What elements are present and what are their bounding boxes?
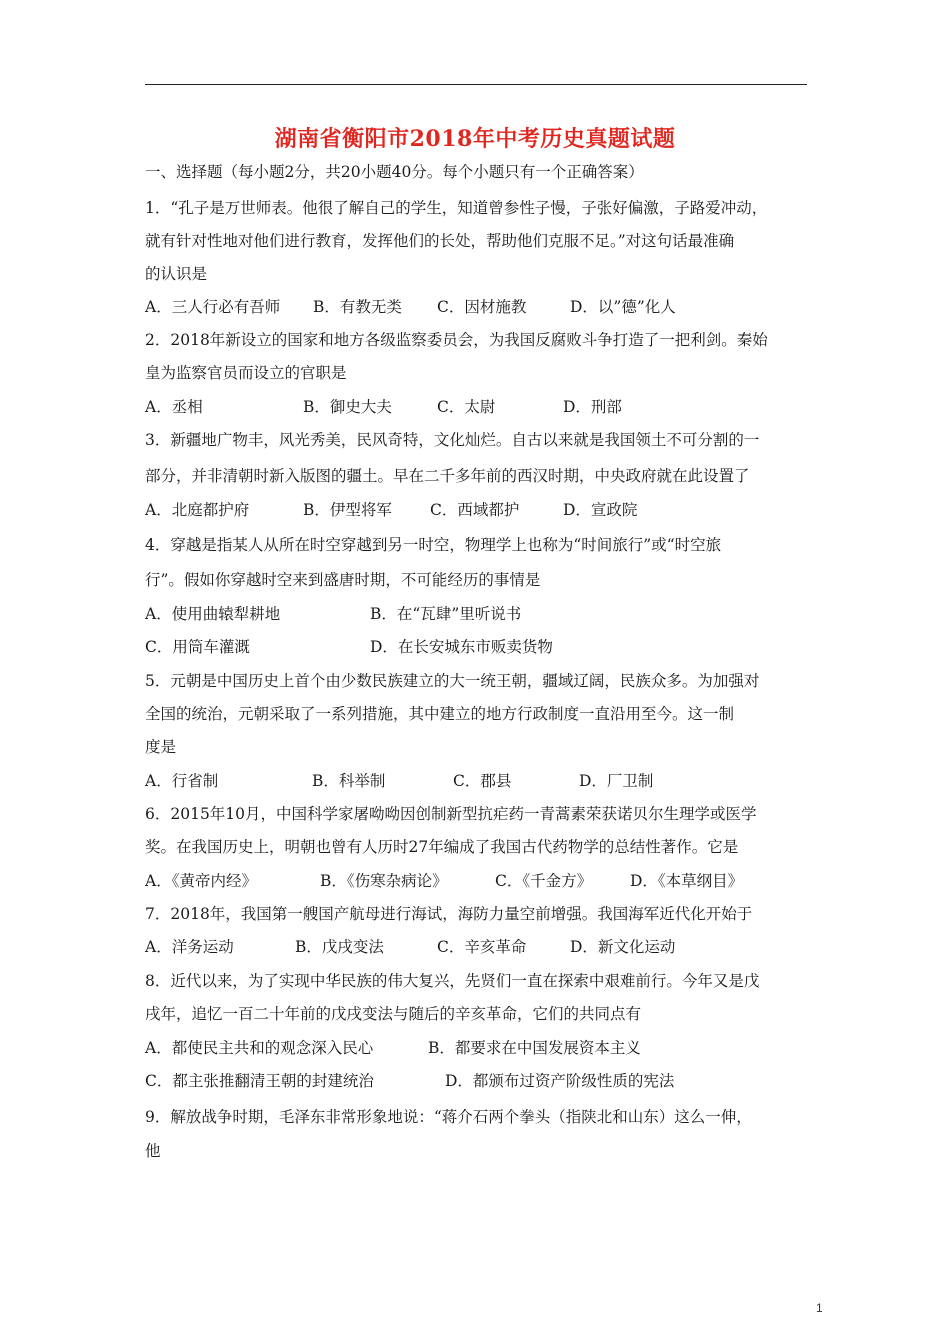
question-2-line-1: 2．2018年新设立的国家和地方各级监察委员会，为我国反腐败斗争打造了一把利剑。秦始 [145, 331, 768, 349]
page-title: 湖南省衡阳市2018年中考历史真题试题 [274, 126, 676, 152]
question-4-option-c: C．用筒车灌溉 [145, 638, 250, 656]
question-2-option-a: A．丞相 [145, 398, 203, 416]
question-5-option-a: A．行省制 [145, 772, 219, 790]
question-6-option-c: C．《千金方》 [495, 872, 593, 890]
page-number: 1 [816, 1301, 823, 1315]
question-7-option-b: B．戊戌变法 [295, 938, 384, 956]
question-1-option-a: A．三人行必有吾师 [145, 298, 281, 316]
question-2-option-b: B．御史大夫 [303, 398, 392, 416]
question-7-line-1: 7．2018年，我国第一艘国产航母进行海试，海防力量空前增强。我国海军近代化开始于 [145, 905, 753, 923]
question-6-option-a: A．《黄帝内经》 [145, 872, 257, 890]
question-1-line-1: 1．“孔子是万世师表。他很了解自己的学生，知道曾参性子慢，子张好偏激，子路爱冲动， [145, 199, 768, 217]
question-3-option-d: D．宣政院 [563, 501, 638, 519]
question-6-line-1: 6．2015年10月，中国科学家屠呦呦因创制新型抗疟药一青蒿素荣获诺贝尔生理学或医学 [145, 805, 757, 823]
question-8-option-c: C．都主张推翻清王朝的封建统治 [145, 1072, 374, 1090]
question-6-option-d: D．《本草纲目》 [630, 872, 744, 890]
question-3-option-b: B．伊型将军 [303, 501, 392, 519]
question-7-option-c: C．辛亥革命 [437, 938, 527, 956]
question-2-line-2: 皇为监察官员而设立的官职是 [145, 364, 347, 382]
question-5-option-c: C．郡县 [453, 772, 512, 790]
question-5-line-2: 全国的统治，元朝采取了一系列措施，其中建立的地方行政制度一直沿用至今。这一制 [145, 705, 735, 723]
question-4-option-b: B．在“瓦肆”里听说书 [370, 605, 522, 623]
question-6-option-b: B．《伤寒杂病论》 [320, 872, 448, 890]
section-heading: 一、选择题（每小题2分，共20小题40分。每个小题只有一个正确答案） [145, 163, 644, 181]
question-4-option-a: A．使用曲辕犁耕地 [145, 605, 281, 623]
question-2-option-c: C．太尉 [437, 398, 496, 416]
question-7-option-a: A．洋务运动 [145, 938, 234, 956]
question-6-line-2: 奖。在我国历史上，明朝也曾有人历时27年编成了我国古代药物学的总结性著作。它是 [145, 838, 739, 856]
question-5-line-3: 度是 [145, 738, 177, 756]
question-3-line-1: 3．新疆地广物丰，风光秀美，民风奇特，文化灿烂。自古以来就是我国领土不可分割的一 [145, 431, 760, 449]
question-2-option-d: D．刑部 [563, 398, 622, 416]
question-1-option-b: B．有教无类 [313, 298, 402, 316]
question-5-line-1: 5．元朝是中国历史上首个由少数民族建立的大一统王朝，疆域辽阔，民族众多。为加强对 [145, 672, 760, 690]
question-1-option-d: D．以”德”化人 [570, 298, 676, 316]
header-rule [145, 84, 807, 85]
question-4-line-2: 行”。假如你穿越时空来到盛唐时期，不可能经历的事情是 [145, 571, 541, 589]
question-3-option-c: C．西域都护 [430, 501, 520, 519]
question-4-line-1: 4．穿越是指某人从所在时空穿越到另一时空，物理学上也称为“时间旅行”或“时空旅 [145, 536, 722, 554]
question-3-line-2: 部分，并非清朝时新入版图的疆土。早在二千多年前的西汉时期，中央政府就在此设置了 [145, 467, 750, 485]
question-1-line-3: 的认识是 [145, 265, 208, 283]
question-7-option-d: D．新文化运动 [570, 938, 676, 956]
question-5-option-d: D．厂卫制 [579, 772, 654, 790]
question-8-line-1: 8．近代以来，为了实现中华民族的伟大复兴，先贤们一直在探索中艰难前行。今年又是戊 [145, 972, 760, 990]
question-4-option-d: D．在长安城东市贩卖货物 [370, 638, 553, 656]
question-9-line-2: 他 [145, 1142, 161, 1160]
question-8-option-d: D．都颁布过资产阶级性质的宪法 [445, 1072, 675, 1090]
question-1-option-c: C．因材施教 [437, 298, 527, 316]
question-3-option-a: A．北庭都护府 [145, 501, 250, 519]
question-9-line-1: 9．解放战争时期，毛泽东非常形象地说：“蒋介石两个拳头（指陕北和山东）这么一伸， [145, 1108, 752, 1126]
question-8-option-a: A．都使民主共和的观念深入民心 [145, 1039, 374, 1057]
question-5-option-b: B．科举制 [312, 772, 386, 790]
question-1-line-2: 就有针对性地对他们进行教育，发挥他们的长处，帮助他们克服不足。”对这句话最准确 [145, 232, 735, 250]
question-8-option-b: B．都要求在中国发展资本主义 [428, 1039, 641, 1057]
question-8-line-2: 戌年，追忆一百二十年前的戊戌变法与随后的辛亥革命，它们的共同点有 [145, 1005, 642, 1023]
